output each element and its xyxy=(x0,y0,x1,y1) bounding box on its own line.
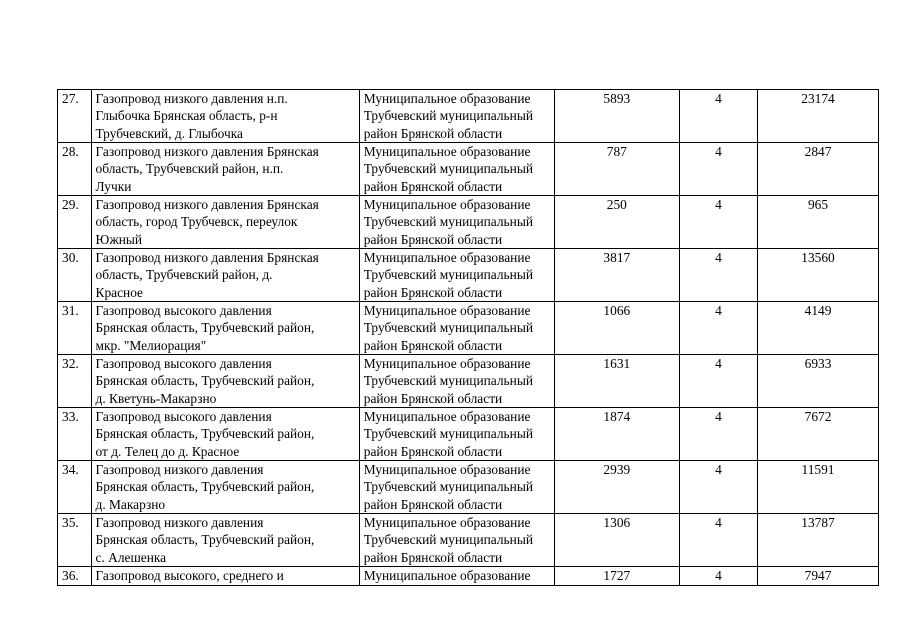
owner-line: Трубчевский муниципальный xyxy=(363,108,533,124)
owner-line: Муниципальное образование xyxy=(363,144,531,159)
owner-line: Муниципальное образование xyxy=(363,197,531,212)
owner-line: Муниципальное образование xyxy=(363,409,531,424)
pipeline-name-line: Брянская область, Трубчевский район, xyxy=(95,373,315,389)
row-number: 35. xyxy=(58,514,92,567)
row-number: 32. xyxy=(58,355,92,408)
pipeline-name-cell xyxy=(91,302,359,355)
owner-cell xyxy=(359,461,554,514)
owner-cell xyxy=(359,249,554,302)
pipeline-name-line: Трубчевский, д. Глыбочка xyxy=(95,125,243,141)
row-number: 33. xyxy=(58,408,92,461)
pipeline-name-cell xyxy=(91,143,359,196)
pipeline-name-line: с. Алешенка xyxy=(95,549,167,565)
table-row xyxy=(58,90,879,143)
pipeline-name-cell xyxy=(91,355,359,408)
owner-cell xyxy=(359,90,554,143)
pipeline-name-cell xyxy=(91,461,359,514)
class-cell: 4 xyxy=(679,355,757,408)
owner-line: Трубчевский муниципальный xyxy=(363,161,533,177)
pipeline-name-line: Газопровод низкого давления xyxy=(95,462,264,477)
value-cell: 13787 xyxy=(758,514,879,567)
pipeline-name-line: Газопровод низкого давления Брянская xyxy=(95,197,319,212)
owner-line: Муниципальное образование xyxy=(363,250,531,265)
owner-line: район Брянской области xyxy=(363,284,503,300)
owner-line: район Брянской области xyxy=(363,549,503,565)
owner-line: Муниципальное образование xyxy=(363,462,531,477)
pipeline-name-line: Газопровод высокого давления xyxy=(95,409,272,424)
pipeline-name-line: Брянская область, Трубчевский район, xyxy=(95,532,315,548)
length-cell: 1631 xyxy=(554,355,679,408)
pipeline-name-line: д. Макарзно xyxy=(95,496,166,512)
owner-line: район Брянской области xyxy=(363,125,503,141)
table-row xyxy=(58,302,879,355)
table-row xyxy=(58,461,879,514)
length-cell: 787 xyxy=(554,143,679,196)
pipeline-name-line: Глыбочка Брянская область, р-н xyxy=(95,108,278,124)
class-cell: 4 xyxy=(679,90,757,143)
pipeline-name-line: область, город Трубчевск, переулок xyxy=(95,214,298,230)
owner-line: Трубчевский муниципальный xyxy=(363,373,533,389)
owner-line: Муниципальное образование xyxy=(363,356,531,371)
value-cell: 4149 xyxy=(758,302,879,355)
owner-line: Муниципальное образование xyxy=(363,303,531,318)
value-cell: 23174 xyxy=(758,90,879,143)
owner-cell xyxy=(359,355,554,408)
owner-line: Трубчевский муниципальный xyxy=(363,214,533,230)
pipeline-name-line: Лучки xyxy=(95,178,132,194)
pipeline-name-cell xyxy=(91,514,359,567)
owner-line: район Брянской области xyxy=(363,231,503,247)
table-row xyxy=(58,355,879,408)
class-cell: 4 xyxy=(679,567,757,586)
value-cell: 6933 xyxy=(758,355,879,408)
pipeline-name-cell xyxy=(91,249,359,302)
value-cell: 965 xyxy=(758,196,879,249)
owner-line: район Брянской области xyxy=(363,178,503,194)
length-cell: 1727 xyxy=(554,567,679,586)
owner-cell xyxy=(359,408,554,461)
owner-cell xyxy=(359,567,554,586)
pipeline-name-line: Газопровод низкого давления Брянская xyxy=(95,250,319,265)
table-row xyxy=(58,249,879,302)
class-cell: 4 xyxy=(679,196,757,249)
row-number: 34. xyxy=(58,461,92,514)
owner-line: Трубчевский муниципальный xyxy=(363,320,533,336)
pipeline-name-cell xyxy=(91,567,359,586)
pipeline-name-line: Газопровод высокого, среднего и xyxy=(95,568,284,583)
row-number: 31. xyxy=(58,302,92,355)
pipeline-name-line: Газопровод высокого давления xyxy=(95,303,272,318)
pipeline-name-line: Брянская область, Трубчевский район, xyxy=(95,426,315,442)
table-row xyxy=(58,567,879,586)
owner-line: Трубчевский муниципальный xyxy=(363,267,533,283)
pipeline-name-line: Газопровод высокого давления xyxy=(95,356,272,371)
owner-line: район Брянской области xyxy=(363,337,503,353)
document-page xyxy=(57,89,879,586)
class-cell: 4 xyxy=(679,302,757,355)
owner-line: Трубчевский муниципальный xyxy=(363,479,533,495)
table-row xyxy=(58,514,879,567)
pipeline-name-line: Брянская область, Трубчевский район, xyxy=(95,320,315,336)
value-cell: 11591 xyxy=(758,461,879,514)
length-cell: 3817 xyxy=(554,249,679,302)
pipeline-name-line: область, Трубчевский район, н.п. xyxy=(95,161,284,177)
class-cell: 4 xyxy=(679,514,757,567)
pipeline-name-line: Южный xyxy=(95,231,143,247)
owner-cell xyxy=(359,143,554,196)
pipeline-name-cell xyxy=(91,196,359,249)
length-cell: 1306 xyxy=(554,514,679,567)
owner-line: Трубчевский муниципальный xyxy=(363,532,533,548)
owner-line: район Брянской области xyxy=(363,443,503,459)
pipeline-name-line: Газопровод низкого давления xyxy=(95,515,264,530)
length-cell: 2939 xyxy=(554,461,679,514)
pipeline-name-line: Брянская область, Трубчевский район, xyxy=(95,479,315,495)
class-cell: 4 xyxy=(679,143,757,196)
class-cell: 4 xyxy=(679,249,757,302)
owner-line: Муниципальное образование xyxy=(363,568,531,583)
pipeline-name-line: Газопровод низкого давления н.п. xyxy=(95,91,288,106)
pipeline-name-cell xyxy=(91,408,359,461)
row-number: 28. xyxy=(58,143,92,196)
pipeline-name-line: от д. Телец до д. Красное xyxy=(95,443,240,459)
pipeline-name-line: мкр. "Мелиорация" xyxy=(95,337,207,353)
value-cell: 7947 xyxy=(758,567,879,586)
pipeline-name-line: д. Кветунь-Макарзно xyxy=(95,390,217,406)
table-body xyxy=(58,90,879,586)
row-number: 27. xyxy=(58,90,92,143)
owner-line: район Брянской области xyxy=(363,496,503,512)
class-cell: 4 xyxy=(679,408,757,461)
table-row xyxy=(58,143,879,196)
row-number: 29. xyxy=(58,196,92,249)
value-cell: 7672 xyxy=(758,408,879,461)
owner-line: Муниципальное образование xyxy=(363,91,531,106)
owner-line: Муниципальное образование xyxy=(363,515,531,530)
class-cell: 4 xyxy=(679,461,757,514)
owner-cell xyxy=(359,196,554,249)
owner-cell xyxy=(359,514,554,567)
owner-line: Трубчевский муниципальный xyxy=(363,426,533,442)
length-cell: 5893 xyxy=(554,90,679,143)
pipeline-name-cell xyxy=(91,90,359,143)
length-cell: 1066 xyxy=(554,302,679,355)
value-cell: 2847 xyxy=(758,143,879,196)
gas-pipeline-table xyxy=(57,89,879,586)
table-row xyxy=(58,408,879,461)
length-cell: 250 xyxy=(554,196,679,249)
pipeline-name-line: Красное xyxy=(95,284,143,300)
table-row xyxy=(58,196,879,249)
row-number: 36. xyxy=(58,567,92,586)
length-cell: 1874 xyxy=(554,408,679,461)
owner-cell xyxy=(359,302,554,355)
pipeline-name-line: Газопровод низкого давления Брянская xyxy=(95,144,319,159)
pipeline-name-line: область, Трубчевский район, д. xyxy=(95,267,273,283)
value-cell: 13560 xyxy=(758,249,879,302)
row-number: 30. xyxy=(58,249,92,302)
owner-line: район Брянской области xyxy=(363,390,503,406)
